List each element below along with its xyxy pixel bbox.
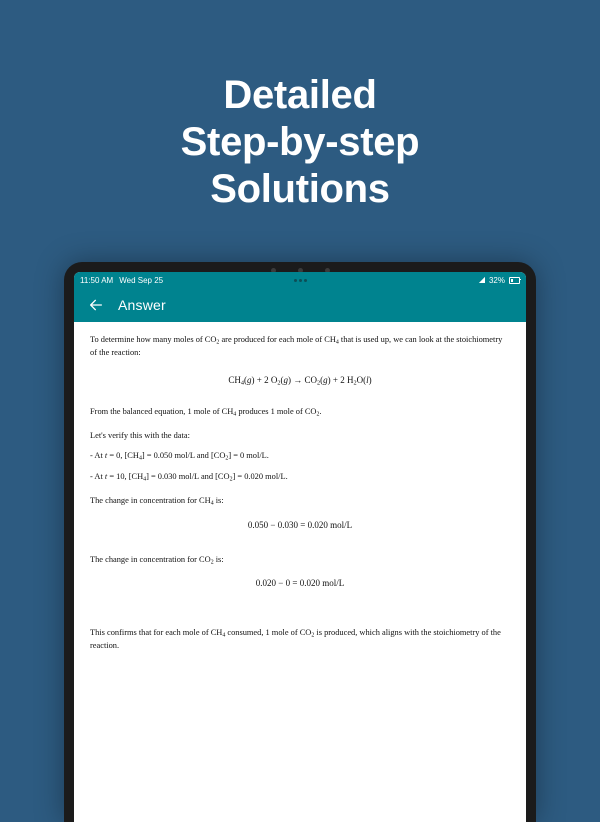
tablet-device-frame — [64, 262, 536, 822]
answer-content — [74, 322, 526, 822]
change-co2-equation: 0.020 − 0 = 0.020 mol/L — [255, 578, 345, 589]
status-bar-right[interactable] — [479, 276, 520, 285]
battery-icon — [509, 277, 520, 284]
change-ch4-equation: 0.050 − 0.030 = 0.020 mol/L — [247, 519, 353, 530]
status-bar — [74, 272, 526, 288]
app-bar — [74, 288, 526, 322]
balanced-equation-note: From the balanced equation, 1 mole of $CH_4$ produces 1 mole of $CO_2$. — [90, 406, 322, 417]
promo-headline — [0, 72, 600, 214]
battery-percent-label: 32% — [488, 275, 505, 285]
main-reaction-equation: $CH_4(g) + 2$ $O_2(g) \to CO_2(g) + 2$ $H_2O(l)$ — [228, 374, 372, 387]
status-bar-left — [80, 276, 163, 285]
answer-conclusion: This confirms that for each mole of $CH_4$ consumed, 1 mole of $CO_2$ is produced, which aligns with the stoichiometry of the reaction. — [90, 627, 501, 650]
page-title: Answer — [118, 297, 166, 313]
data-point-initial: - At t = 0, $[CH_4] = 0.050$ mol/L and $[CO_2] = 0$ mol/L. — [90, 451, 269, 462]
promo-line-3: Solutions — [210, 167, 390, 212]
promo-line-1: Detailed — [223, 73, 377, 117]
verify-lead-in: Let's verify this with the data: — [90, 430, 190, 440]
wifi-icon: ◢ — [478, 275, 485, 284]
status-time: 11:50 AM — [80, 275, 114, 285]
device-screen — [74, 272, 526, 822]
change-ch4-label: The change in concentration for $CH_4$ is: — [90, 496, 224, 507]
status-date: Wed Sep 25 — [119, 275, 164, 285]
data-point-final: - At t = 10, $[CH_4] = 0.030$ mol/L and $[CO_2] = 0.020$ mol/L. — [90, 472, 288, 483]
content-spacer — [90, 613, 510, 627]
change-co2-label: The change in concentration for $CO_2$ is: — [90, 555, 224, 566]
back-arrow-icon[interactable] — [88, 297, 104, 313]
promo-line-2: Step-by-step — [180, 120, 420, 165]
answer-intro-paragraph: To determine how many moles of $CO_2$ are produced for each mole of $CH_4$ that is used up, we can look at the stoichiometry of the reaction: — [90, 335, 503, 358]
